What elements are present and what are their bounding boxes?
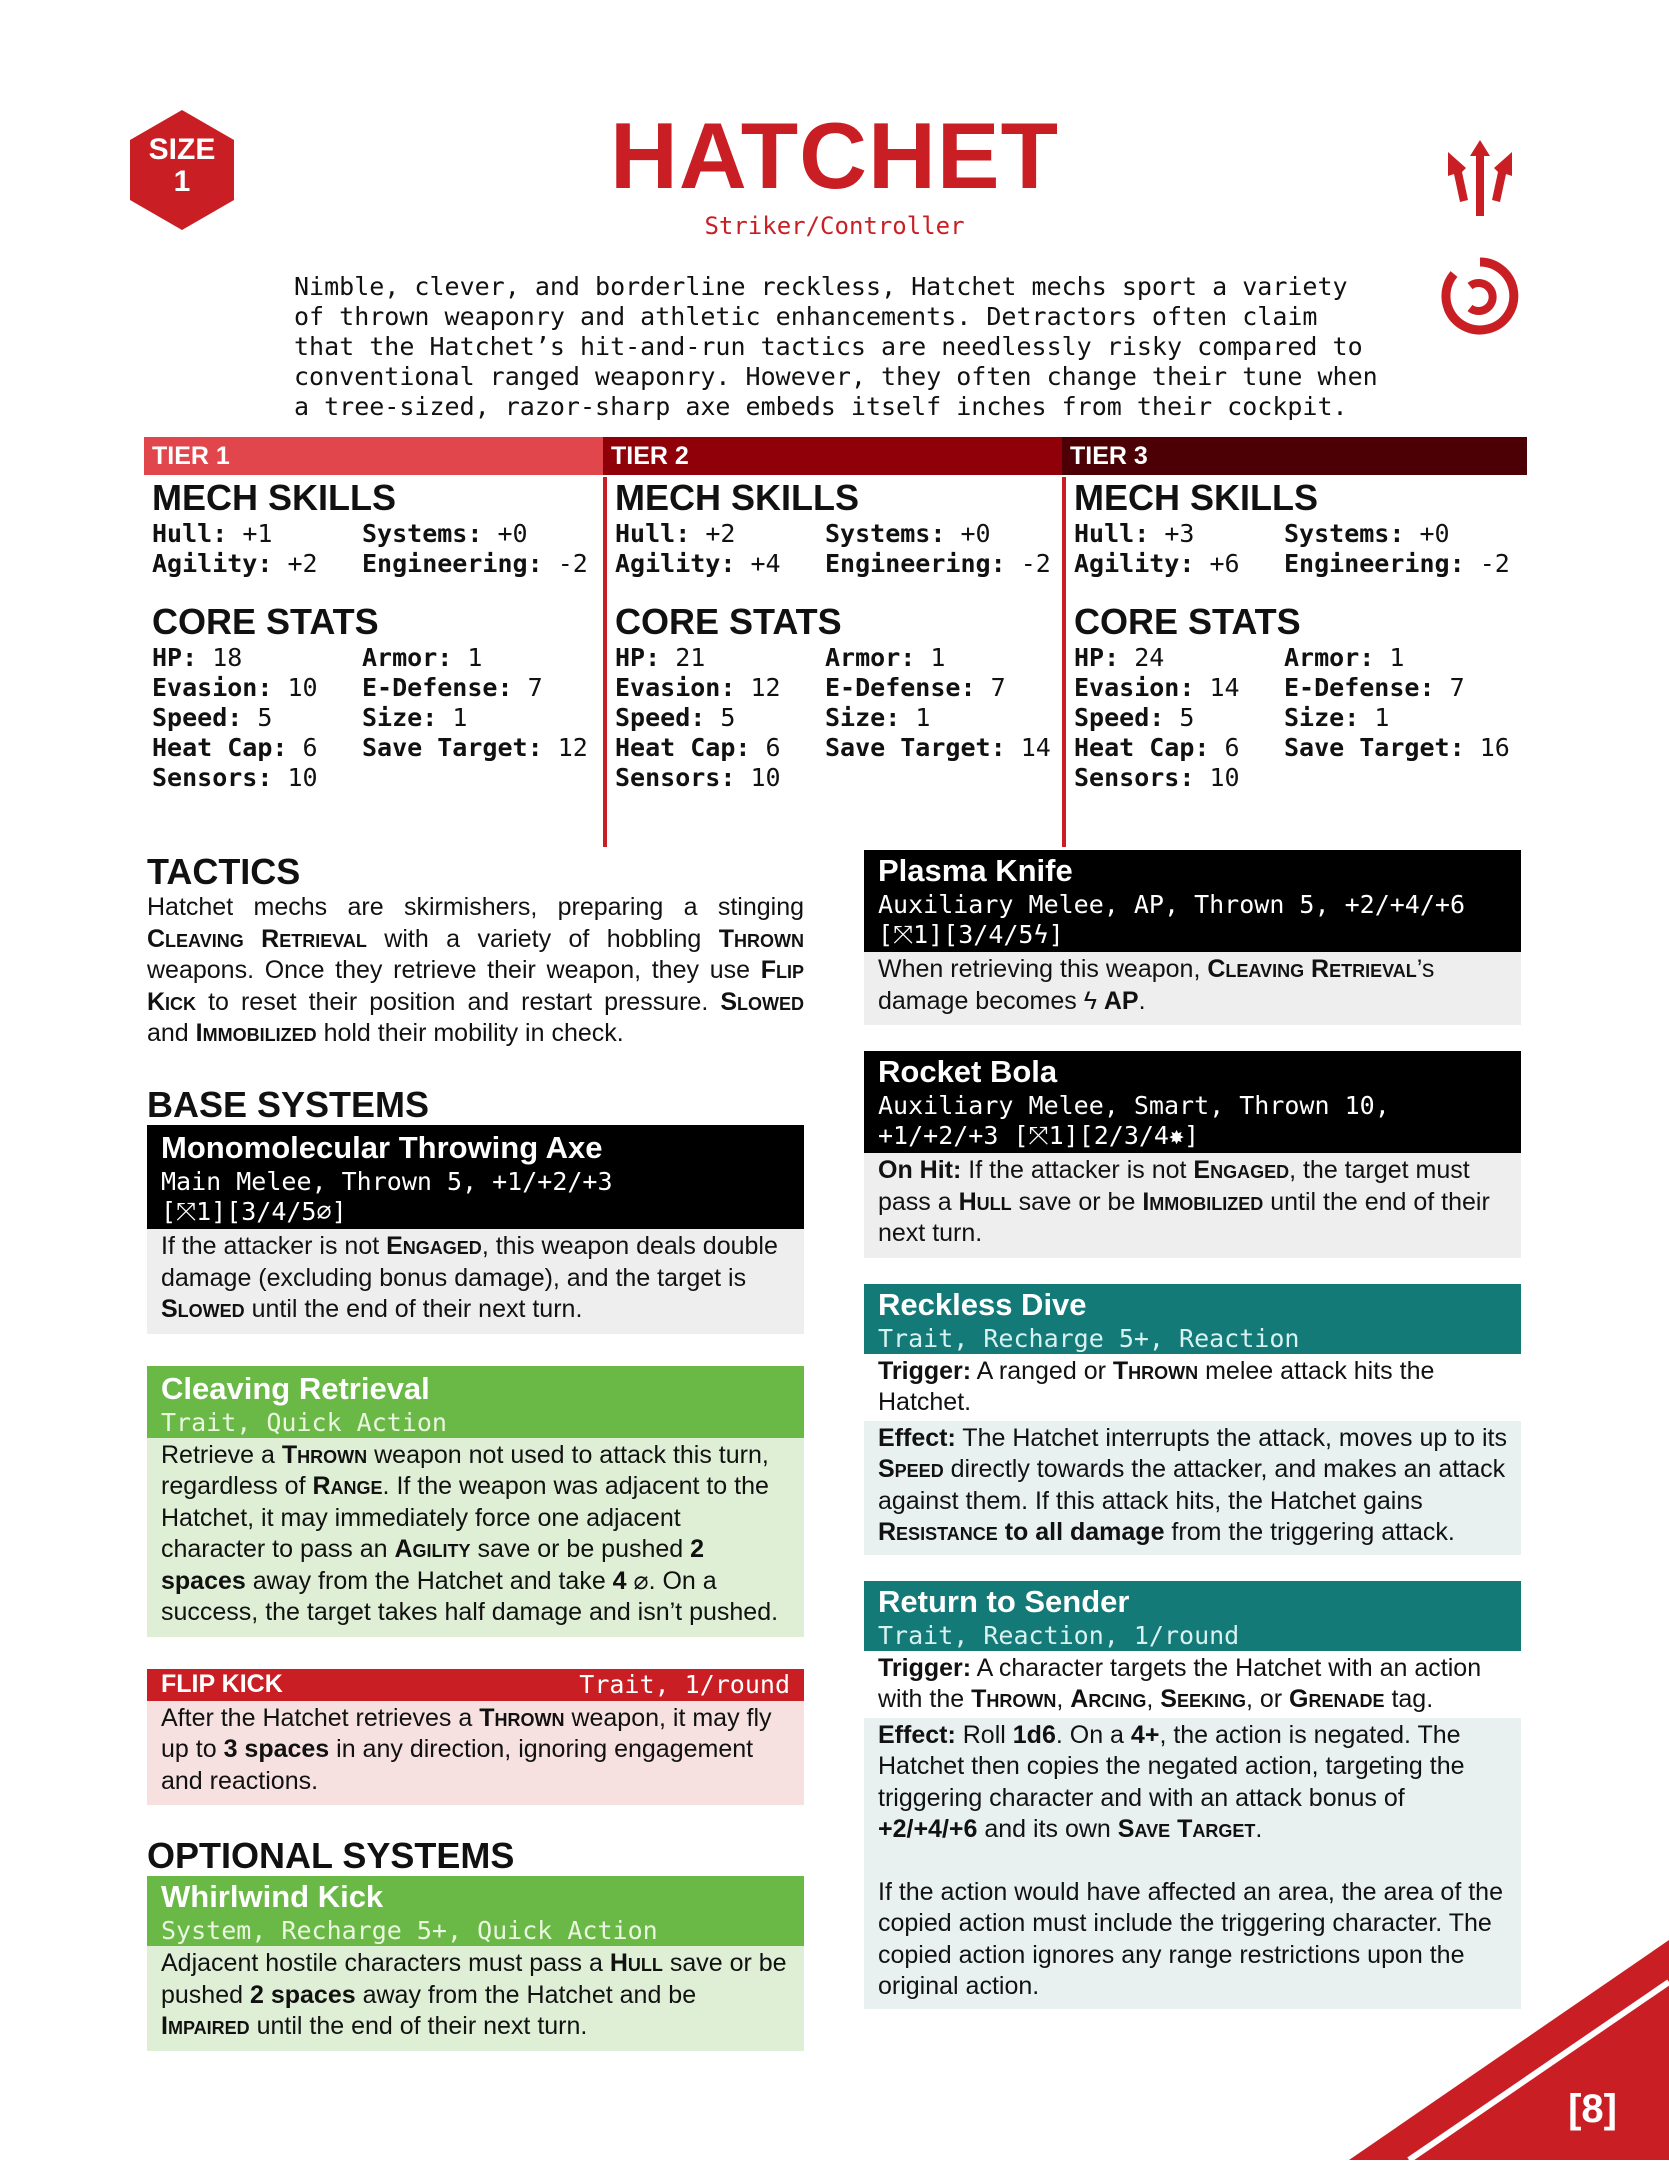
cleaving-tags: Trait, Quick Action bbox=[161, 1407, 447, 1437]
size-stat-value: 1 bbox=[915, 703, 931, 732]
armor-value: 1 bbox=[930, 643, 946, 672]
tier-3: TIER 3 MECH SKILLS Hull: +3 Systems: +0 Agility: +6 Engineering: -2 CORE STATS HP: 24 Armor: 1 Evasion: 14 E-Defense: 7 Speed: 5 Size: 1 Heat Cap: 6 Save Target: 16 Sensors: 10 bbox=[1062, 437, 1527, 847]
core-stats-title: CORE STATS bbox=[152, 601, 379, 642]
tactics-section bbox=[147, 852, 804, 1050]
tier-3-header: TIER 3 bbox=[1062, 437, 1527, 475]
engineering-value: -2 bbox=[557, 549, 588, 578]
plasma-knife-damage: [⤧1][3/4/5ϟ] bbox=[878, 920, 1064, 949]
hull-value: +2 bbox=[705, 519, 736, 548]
plasma-knife-tags: Auxiliary Melee, AP, Thrown 5, +2/+4/+6 bbox=[878, 890, 1465, 919]
rocket-bola-description: On Hit: If the attacker is not Engaged, the target must pass a Hull save or be Immobilized until the end of their next turn. bbox=[864, 1153, 1521, 1258]
reckless-dive-card bbox=[864, 1284, 1521, 1555]
energy-damage-icon: ϟ bbox=[1083, 986, 1097, 1015]
whirlwind-description: Adjacent hostile characters must pass a Hull save or be pushed 2 spaces away from the Hatchet and be Impaired until the end of their next turn. bbox=[147, 1946, 804, 2051]
size-value: 1 bbox=[173, 165, 191, 198]
evasion-value: 14 bbox=[1209, 673, 1240, 702]
striker-icon bbox=[1440, 138, 1520, 218]
edefense-value: 7 bbox=[527, 673, 543, 702]
size-stat-value: 1 bbox=[452, 703, 468, 732]
mech-skills-title: MECH SKILLS bbox=[615, 477, 860, 518]
variable-damage-icon: ⌀ bbox=[633, 1566, 649, 1595]
tier-2: TIER 2 MECH SKILLS Hull: +2 Systems: +0 Agility: +4 Engineering: -2 CORE STATS HP: 21 Armor: 1 Evasion: 12 E-Defense: 7 Speed: 5 Size: 1 Heat Cap: 6 Save Target: 14 Sensors: 10 bbox=[603, 437, 1062, 847]
return-to-sender-effect: Effect: Roll 1d6. On a 4+, the action is negated. The Hatchet then copies the negated action, targeting the triggering character and with an attack bonus of +2/+4/+6 and its own Save Target. If the action would have affected an area, the area of the copied action must include the triggering character. The copied action ignores any range restrictions upon the original action. bbox=[864, 1718, 1521, 2009]
armor-value: 1 bbox=[467, 643, 483, 672]
tactics-text: Hatchet mechs are skirmishers, preparing a stinging Cleaving Retrieval with a variety of hobbling Thrown weapons. Once they retrieve their weapon, they use Flip Kick to reset their position and restart pressure. Slowed and Immobilized hold their mobility in check. bbox=[147, 893, 805, 1047]
savetarget-value: 12 bbox=[557, 733, 588, 762]
rocket-bola-name: Rocket Bola bbox=[878, 1054, 1058, 1089]
axe-description: If the attacker is not Engaged, this weapon deals double damage (excluding bonus damage), and the target is Slowed until the end of their next turn. bbox=[147, 1229, 804, 1334]
variable-damage-icon: ⌀ bbox=[316, 1197, 332, 1226]
base-systems-title: BASE SYSTEMS bbox=[147, 1084, 430, 1125]
systems-value: +0 bbox=[1419, 519, 1450, 548]
hp-value: 24 bbox=[1134, 643, 1165, 672]
base-systems-section bbox=[147, 1085, 804, 1805]
heatcap-value: 6 bbox=[765, 733, 781, 762]
edefense-value: 7 bbox=[1449, 673, 1465, 702]
optional-systems-title: OPTIONAL SYSTEMS bbox=[147, 1835, 515, 1876]
core-stats-title: CORE STATS bbox=[1074, 601, 1301, 642]
optional-systems-section bbox=[147, 1836, 804, 2051]
tier-table bbox=[144, 437, 1527, 847]
speed-value: 5 bbox=[1179, 703, 1195, 732]
agility-value: +2 bbox=[287, 549, 318, 578]
plasma-knife-name: Plasma Knife bbox=[878, 853, 1073, 888]
whirlwind-tags: System, Recharge 5+, Quick Action bbox=[161, 1916, 658, 1945]
systems-value: +0 bbox=[497, 519, 528, 548]
axe-card bbox=[147, 1125, 804, 1334]
intro-text: Nimble, clever, and borderline reckless, Hatchet mechs sport a variety of thrown weaponry and athletic enhancements. Detractors often claim that the Hatchet’s hit-and-run tactics are needlessly risky compared to conventional ranged weaponry. However, they often change their tune when a tree-sized, razor-sharp axe embeds itself inches from their cockpit. bbox=[294, 272, 1378, 421]
heatcap-value: 6 bbox=[302, 733, 318, 762]
armor-value: 1 bbox=[1389, 643, 1405, 672]
mech-role: Striker/Controller bbox=[704, 212, 965, 240]
engineering-value: -2 bbox=[1020, 549, 1051, 578]
return-to-sender-tags: Trait, Reaction, 1/round bbox=[878, 1620, 1240, 1650]
rocket-bola-damage: +1/+2/+3 [⤧1][2/3/4✸] bbox=[878, 1121, 1200, 1150]
speed-value: 5 bbox=[720, 703, 736, 732]
size-stat-value: 1 bbox=[1374, 703, 1390, 732]
savetarget-value: 14 bbox=[1020, 733, 1051, 762]
rocket-bola-tags: Auxiliary Melee, Smart, Thrown 10, bbox=[878, 1091, 1390, 1120]
edefense-value: 7 bbox=[990, 673, 1006, 702]
flip-kick-tags: Trait, 1/round bbox=[579, 1670, 790, 1699]
cleaving-description: Retrieve a Thrown weapon not used to attack this turn, regardless of Range. If the weapon was adjacent to the Hatchet, it may immediately force one adjacent character to pass an Agility save or be pushed 2 spaces away from the Hatchet and take 4 ⌀. On a success, the target takes half damage and isn’t pushed. bbox=[147, 1438, 804, 1637]
reckless-dive-name: Reckless Dive bbox=[878, 1286, 1087, 1322]
flip-kick-card bbox=[147, 1669, 804, 1806]
controller-icon bbox=[1440, 256, 1520, 336]
tactics-title: TACTICS bbox=[147, 851, 301, 892]
mech-skills-title: MECH SKILLS bbox=[152, 477, 397, 518]
evasion-value: 12 bbox=[750, 673, 781, 702]
tier-1-header: TIER 1 bbox=[144, 437, 603, 475]
right-column bbox=[864, 850, 1521, 2009]
reckless-dive-tags: Trait, Recharge 5+, Reaction bbox=[878, 1323, 1300, 1353]
tier-1: TIER 1 MECH SKILLS Hull: +1 Systems: +0 Agility: +2 Engineering: -2 CORE STATS HP: 18 Armor: 1 Evasion: 10 E-Defense: 7 Speed: 5 Size: 1 Heat Cap: 6 Save Target: 12 Sensors: 10 bbox=[144, 437, 603, 847]
whirlwind-card bbox=[147, 1876, 804, 2051]
hull-value: +1 bbox=[242, 519, 273, 548]
energy-damage-icon: ϟ bbox=[1033, 920, 1049, 949]
flip-kick-name: FLIP KICK bbox=[161, 1670, 283, 1698]
rocket-bola-card bbox=[864, 1051, 1521, 1258]
explosive-damage-icon: ✸ bbox=[1168, 1121, 1185, 1150]
hull-value: +3 bbox=[1164, 519, 1195, 548]
threat-icon: ⤧ bbox=[893, 920, 914, 949]
heatcap-value: 6 bbox=[1224, 733, 1240, 762]
cleaving-name: Cleaving Retrieval bbox=[161, 1370, 430, 1406]
return-to-sender-name: Return to Sender bbox=[878, 1583, 1130, 1619]
agility-value: +6 bbox=[1209, 549, 1240, 578]
corner-decoration bbox=[1349, 1940, 1669, 2160]
axe-name: Monomolecular Throwing Axe bbox=[161, 1130, 603, 1165]
flip-kick-description: After the Hatchet retrieves a Thrown weapon, it may fly up to 3 spaces in any direction, ignoring engagement and reactions. bbox=[147, 1701, 804, 1806]
page-title: HATCHET bbox=[609, 103, 1060, 208]
axe-tags: Main Melee, Thrown 5, +1/+2/+3 bbox=[161, 1167, 613, 1196]
mech-skills-title: MECH SKILLS bbox=[1074, 477, 1319, 518]
reckless-dive-effect: Effect: The Hatchet interrupts the attack, moves up to its Speed directly towards the attacker, and makes an attack against them. If this attack hits, the Hatchet gains Resistance to all damage from the triggering attack. bbox=[864, 1421, 1521, 1555]
hp-value: 18 bbox=[212, 643, 243, 672]
page-number: [8] bbox=[1568, 2087, 1617, 2131]
tier-2-header: TIER 2 bbox=[603, 437, 1062, 475]
return-to-sender-note: If the action would have affected an area, the area of the copied action must include the triggering character. The copied action ignores any range restrictions upon the original action. bbox=[878, 1877, 1503, 2000]
sensors-value: 10 bbox=[750, 763, 781, 792]
systems-value: +0 bbox=[960, 519, 991, 548]
core-stats-title: CORE STATS bbox=[615, 601, 842, 642]
speed-value: 5 bbox=[257, 703, 273, 732]
size-label: SIZE bbox=[148, 133, 216, 166]
reckless-dive-trigger: Trigger: A ranged or Thrown melee attack hits the Hatchet. bbox=[864, 1354, 1521, 1421]
whirlwind-name: Whirlwind Kick bbox=[161, 1879, 384, 1914]
threat-icon: ⤧ bbox=[176, 1197, 197, 1226]
hp-value: 21 bbox=[675, 643, 706, 672]
savetarget-value: 16 bbox=[1479, 733, 1510, 762]
threat-icon: ⤧ bbox=[1028, 1121, 1049, 1150]
sensors-value: 10 bbox=[1209, 763, 1240, 792]
agility-value: +4 bbox=[750, 549, 781, 578]
engineering-value: -2 bbox=[1479, 549, 1510, 578]
plasma-knife-description: When retrieving this weapon, Cleaving Retrieval’s damage becomes ϟ AP. bbox=[864, 952, 1521, 1025]
return-to-sender-trigger: Trigger: A character targets the Hatchet with an action with the Thrown, Arcing, Seeking, or Grenade tag. bbox=[864, 1651, 1521, 1718]
sensors-value: 10 bbox=[287, 763, 318, 792]
axe-damage: [⤧1][3/4/5⌀] bbox=[161, 1197, 347, 1226]
cleaving-card bbox=[147, 1366, 804, 1637]
evasion-value: 10 bbox=[287, 673, 318, 702]
plasma-knife-card bbox=[864, 850, 1521, 1025]
